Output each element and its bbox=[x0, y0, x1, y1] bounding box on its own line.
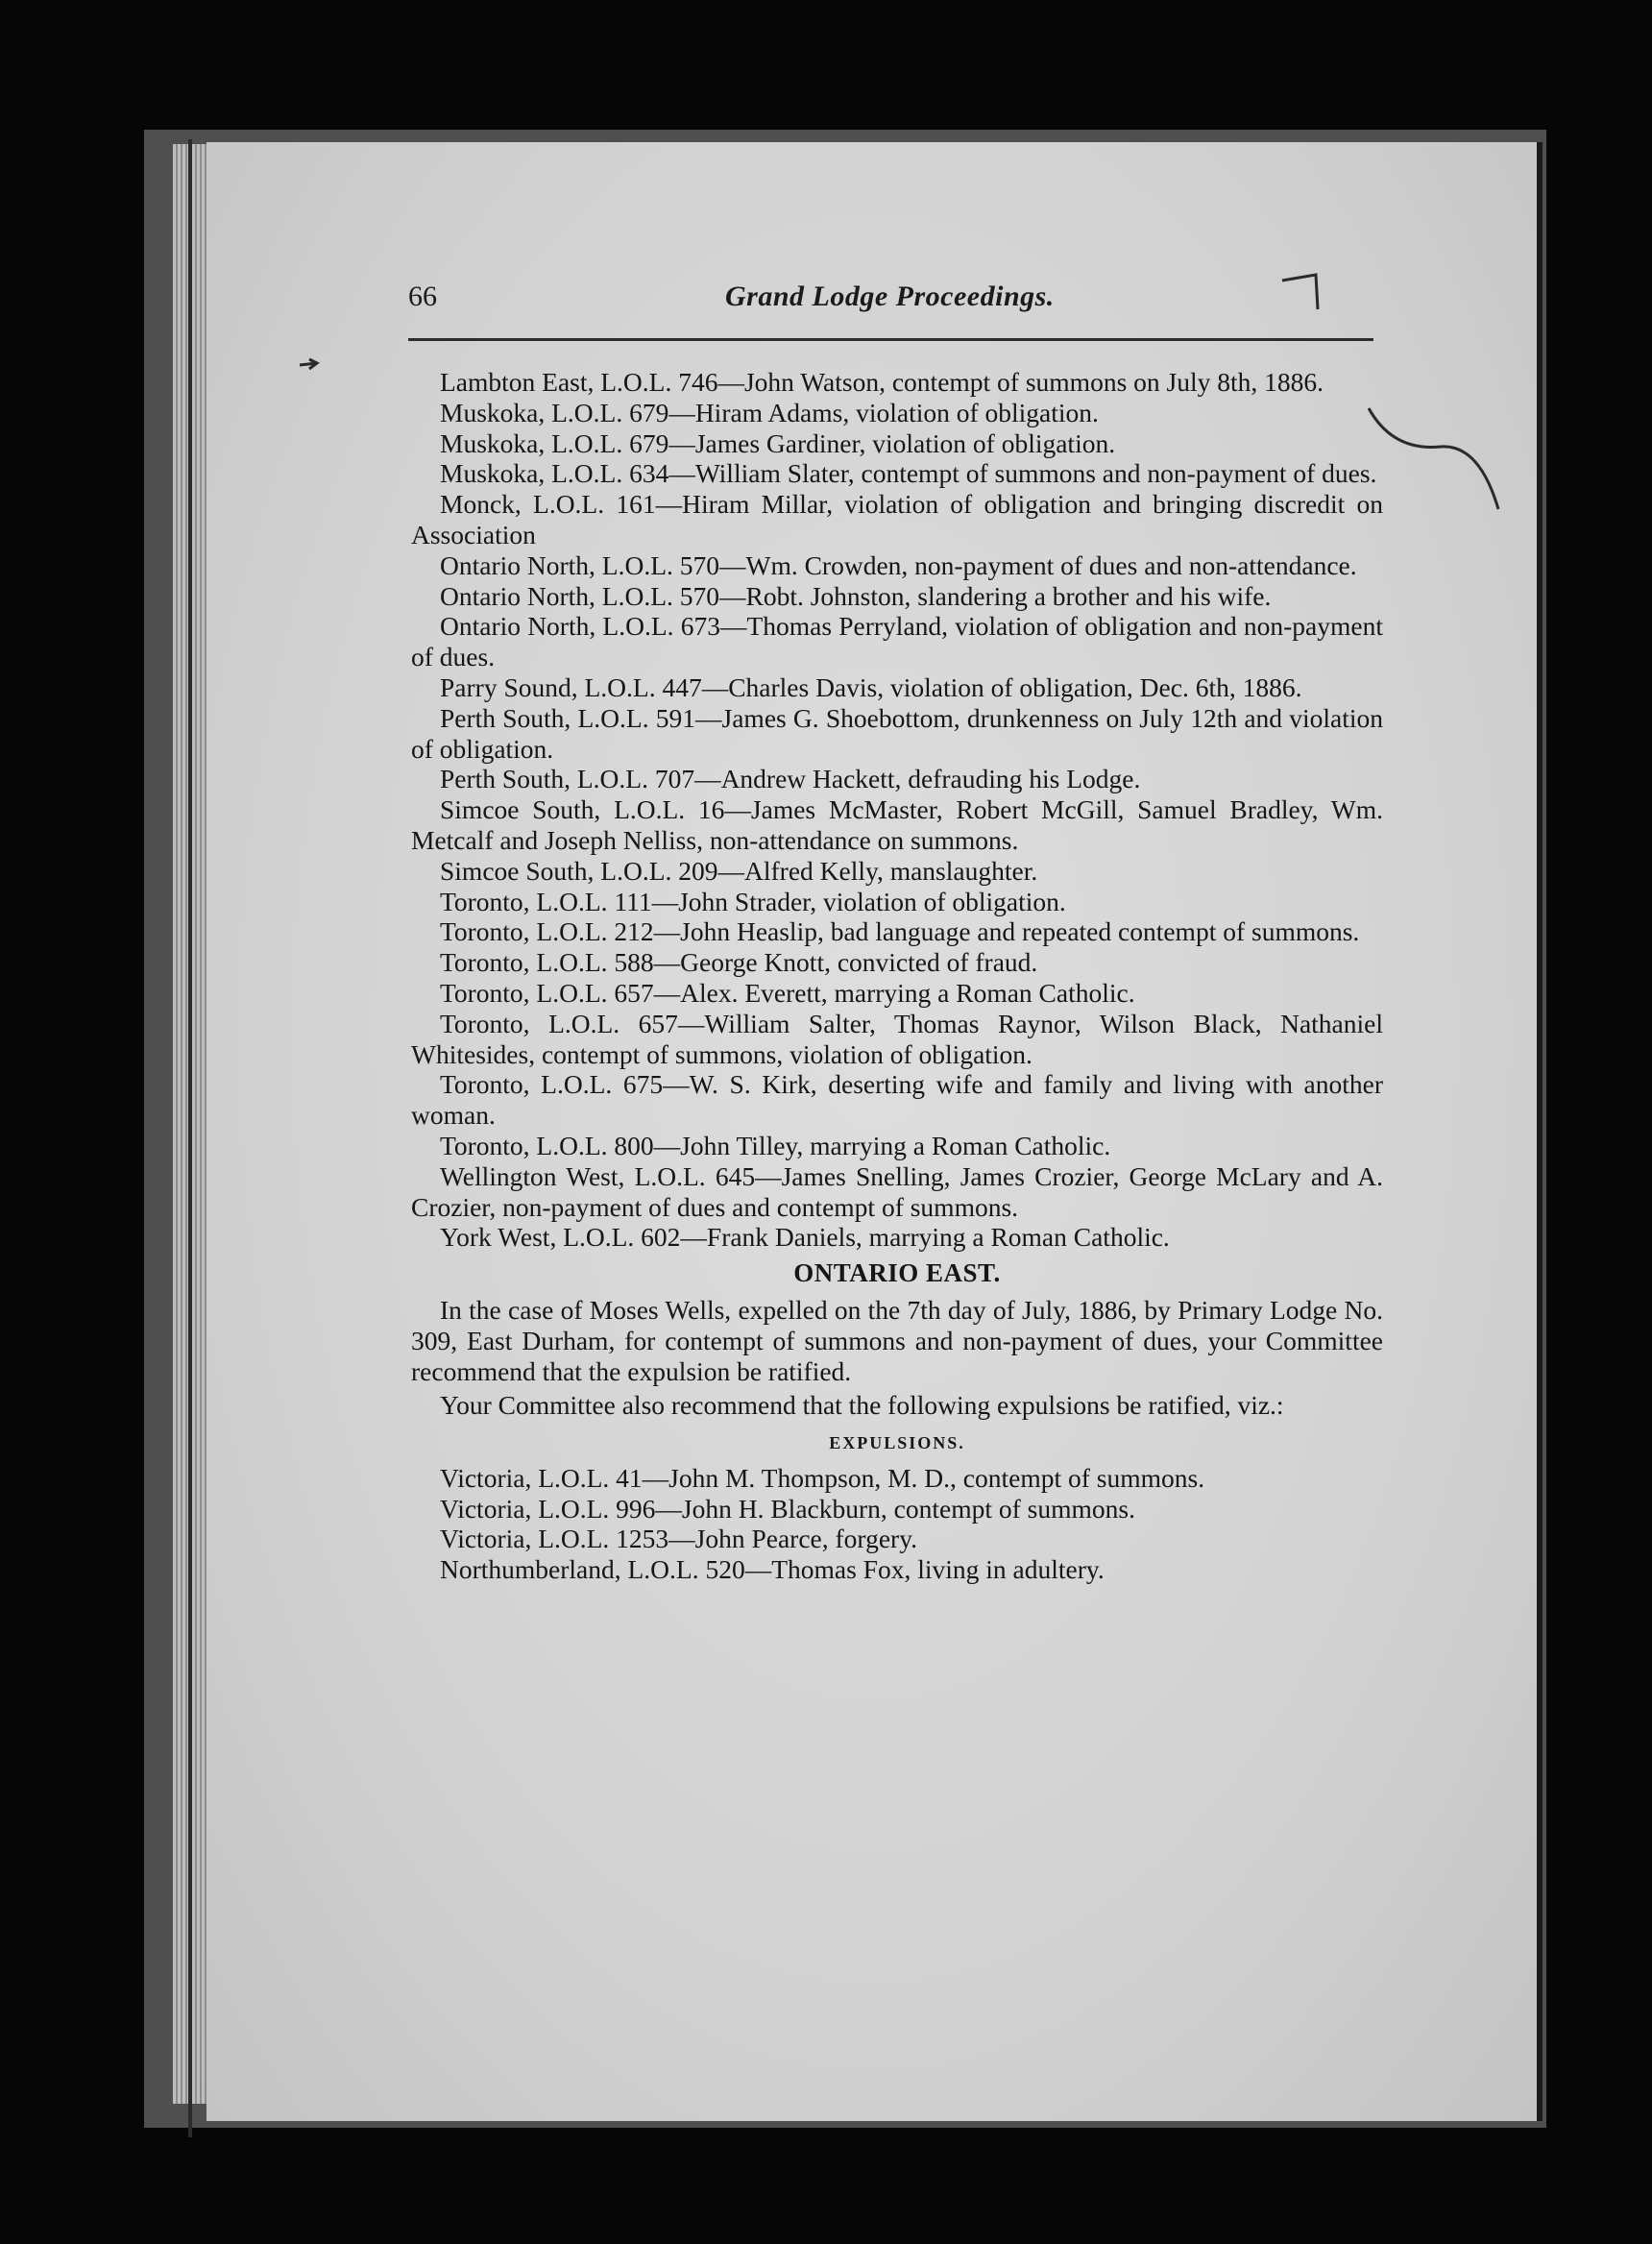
list-item: Ontario North, L.O.L. 570—Robt. Johnston, slandering a brother and his wife. bbox=[440, 580, 1272, 611]
list-item: Perth South, L.O.L. 591—James G. Shoebottom, drunkenness on July 12th and violation of obligation. bbox=[411, 702, 1383, 764]
list-item: Victoria, L.O.L. 1253—John Pearce, forgery. bbox=[440, 1524, 918, 1554]
page-title: Grand Lodge Proceedings. bbox=[725, 280, 1055, 312]
section-heading: ONTARIO EAST. bbox=[793, 1258, 1001, 1288]
list-item: Northumberland, L.O.L. 520—Thomas Fox, living in adultery. bbox=[440, 1554, 1105, 1585]
list-item: Muskoka, L.O.L. 679—James Gardiner, violation of obligation. bbox=[440, 427, 1116, 458]
pencil-bracket-mark bbox=[1277, 269, 1335, 317]
header-rule bbox=[408, 338, 1373, 341]
margin-arrow-mark bbox=[298, 355, 327, 375]
list-item: Toronto, L.O.L. 212—John Heaslip, bad language and repeated contempt of summons. bbox=[440, 916, 1360, 947]
list-item: Muskoka, L.O.L. 679—Hiram Adams, violation of obligation. bbox=[440, 397, 1099, 427]
list-item: Monck, L.O.L. 161—Hiram Millar, violation of obligation and bringing discredit on Association bbox=[411, 489, 1383, 549]
paragraph: In the case of Moses Wells, expelled on the 7th day of July, 1886, by Primary Lodge No. 309, East Durham, for contempt of summons and non-payment of dues, your Committee recommend that the expulsion be ratified. bbox=[411, 1294, 1383, 1386]
list-item: Victoria, L.O.L. 996—John H. Blackburn, contempt of summons. bbox=[440, 1493, 1135, 1524]
list-item: Toronto, L.O.L. 111—John Strader, violation of obligation. bbox=[440, 886, 1066, 916]
list-item: Muskoka, L.O.L. 634—William Slater, contempt of summons and non-payment of dues. bbox=[440, 458, 1377, 489]
subheading: EXPULSIONS. bbox=[829, 1433, 965, 1453]
list-item: Victoria, L.O.L. 41—John M. Thompson, M. D., contempt of summons. bbox=[440, 1462, 1205, 1493]
running-head bbox=[408, 280, 1397, 329]
gutter-line bbox=[188, 139, 192, 2137]
pencil-curve-mark bbox=[1364, 403, 1508, 519]
list-item: York West, L.O.L. 602—Frank Daniels, marrying a Roman Catholic. bbox=[440, 1222, 1170, 1253]
list-item: Toronto, L.O.L. 588—George Knott, convicted of fraud. bbox=[440, 947, 1038, 978]
page-edges bbox=[173, 144, 211, 2104]
list-item: Wellington West, L.O.L. 645—James Snelling, James Crozier, George McLary and A. Crozier, non-payment of dues and contempt of summons. bbox=[411, 1160, 1383, 1222]
document-body bbox=[411, 367, 1383, 1585]
list-item: Ontario North, L.O.L. 673—Thomas Perryland, violation of obligation and non-payment of dues. bbox=[411, 611, 1383, 672]
paragraph: Your Committee also recommend that the following expulsions be ratified, viz.: bbox=[440, 1390, 1284, 1421]
list-item: Perth South, L.O.L. 707—Andrew Hackett, defrauding his Lodge. bbox=[440, 764, 1141, 794]
list-item: Lambton East, L.O.L. 746—John Watson, contempt of summons on July 8th, 1886. bbox=[440, 367, 1324, 397]
list-item: Toronto, L.O.L. 800—John Tilley, marrying a Roman Catholic. bbox=[440, 1130, 1111, 1160]
list-item: Toronto, L.O.L. 657—Alex. Everett, marrying a Roman Catholic. bbox=[440, 977, 1135, 1008]
list-item: Toronto, L.O.L. 675—W. S. Kirk, deserting wife and family and living with another woman. bbox=[411, 1069, 1383, 1131]
list-item: Simcoe South, L.O.L. 209—Alfred Kelly, manslaughter. bbox=[440, 855, 1038, 886]
list-item: Ontario North, L.O.L. 570—Wm. Crowden, non-payment of dues and non-attendance. bbox=[440, 549, 1357, 580]
list-item: Toronto, L.O.L. 657—William Salter, Thomas Raynor, Wilson Black, Nathaniel Whitesides, contempt of summons, violation of obligation. bbox=[411, 1008, 1383, 1069]
list-item: Simcoe South, L.O.L. 16—James McMaster, Robert McGill, Samuel Bradley, Wm. Metcalf and Joseph Nelliss, non-attendance on summons. bbox=[411, 794, 1383, 855]
list-item: Parry Sound, L.O.L. 447—Charles Davis, violation of obligation, Dec. 6th, 1886. bbox=[440, 671, 1302, 702]
page-number: 66 bbox=[408, 280, 437, 312]
page-right-edge bbox=[1537, 142, 1543, 2121]
